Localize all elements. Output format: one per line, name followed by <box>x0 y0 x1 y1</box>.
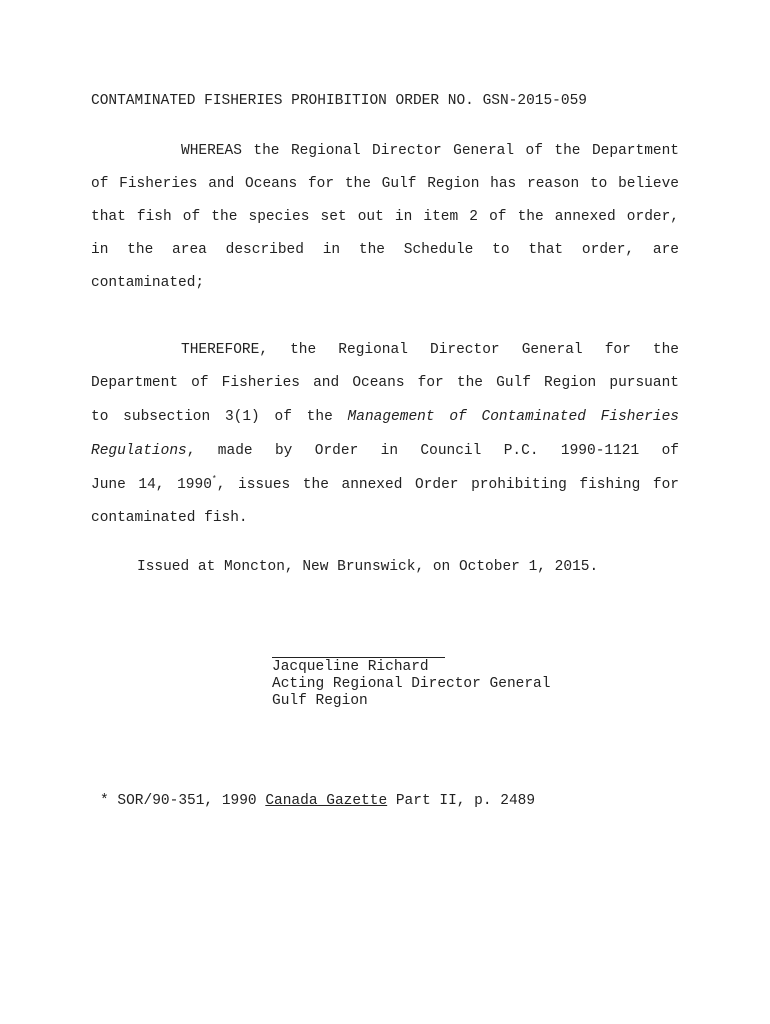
signer-title: Acting Regional Director General <box>272 676 551 692</box>
regulation-title-italic: Regulations <box>91 443 187 459</box>
therefore-line: contaminated fish. <box>91 510 248 526</box>
signature-block <box>272 659 550 710</box>
signature-line <box>272 657 445 658</box>
document-title: CONTAMINATED FISHERIES PROHIBITION ORDER NO. GSN-2015-059 <box>91 93 587 109</box>
therefore-text: to subsection 3(1) of the <box>91 409 348 425</box>
therefore-line: Department of Fisheries and Oceans for the Gulf Region pursuant <box>91 375 679 391</box>
footnote-text: * SOR/90-351, 1990 <box>100 793 266 809</box>
therefore-text: , issues the annexed Order prohibiting fishing for <box>216 477 679 493</box>
signer-region: Gulf Region <box>272 693 368 709</box>
therefore-text: , made by Order in Council P.C. 1990-1121 of <box>186 443 679 459</box>
whereas-line: WHEREAS the Regional Director General of the Department <box>181 143 679 159</box>
therefore-line <box>91 443 679 459</box>
footnote-text: Part II, p. 2489 <box>387 793 536 809</box>
therefore-line: THEREFORE, the Regional Director General for the <box>181 342 679 358</box>
therefore-text: June 14, 1990 <box>91 477 212 493</box>
footnote-marker: * <box>211 475 217 484</box>
whereas-line: contaminated; <box>91 275 205 291</box>
whereas-line: of Fisheries and Oceans for the Gulf Region has reason to believe <box>91 176 679 192</box>
therefore-line <box>91 477 679 493</box>
footnote-publication: Canada Gazette <box>265 793 388 809</box>
therefore-line <box>91 409 679 425</box>
signer-name: Jacqueline Richard <box>272 659 429 675</box>
whereas-line: in the area described in the Schedule to that order, are <box>91 242 679 258</box>
issued-statement: Issued at Moncton, New Brunswick, on October 1, 2015. <box>137 559 599 575</box>
regulation-title-italic: Management of Contaminated Fisheries <box>347 409 679 425</box>
footnote <box>100 793 535 809</box>
whereas-line: that fish of the species set out in item 2 of the annexed order, <box>91 209 679 225</box>
